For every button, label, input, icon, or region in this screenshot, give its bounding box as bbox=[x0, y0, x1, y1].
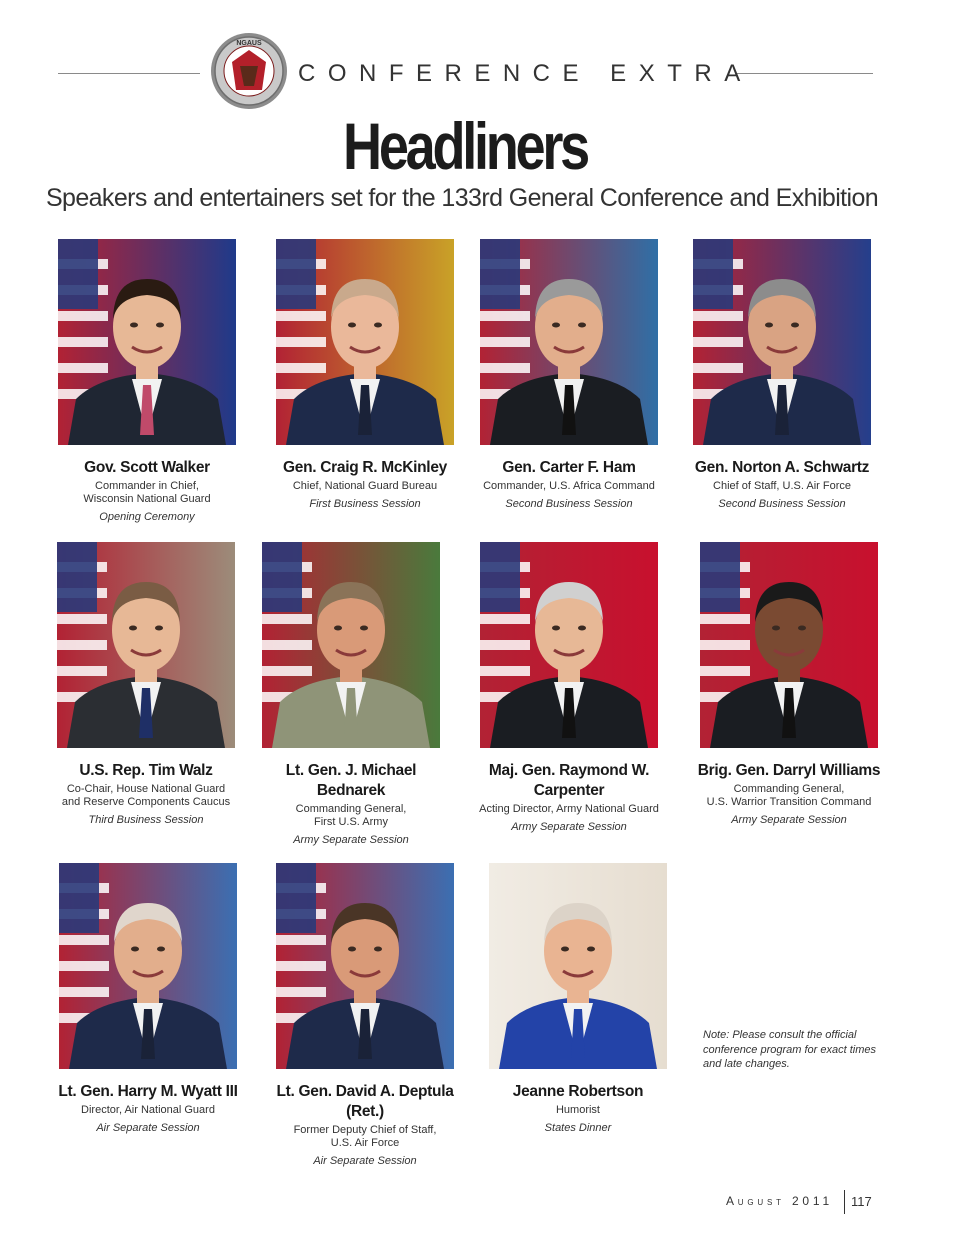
speaker-name: Gen. Craig R. McKinley bbox=[283, 459, 447, 476]
speaker-photo bbox=[57, 542, 235, 748]
speaker-name: Lt. Gen. J. Michael Bednarek bbox=[285, 762, 417, 799]
speaker-photo bbox=[480, 239, 658, 445]
footer-divider bbox=[844, 1190, 845, 1214]
speaker-session: Second Business Session bbox=[505, 498, 633, 510]
speaker-session: Army Separate Session bbox=[293, 834, 409, 846]
speaker-name: Gen. Norton A. Schwartz bbox=[694, 459, 870, 476]
speaker-name: Lt. Gen. Harry M. Wyatt III bbox=[58, 1083, 238, 1100]
portrait-icon bbox=[276, 863, 454, 1069]
speaker-role: Former Deputy Chief of Staff, U.S. Air Force bbox=[293, 1124, 437, 1149]
ngaus-seal-logo bbox=[210, 32, 288, 110]
speaker-role: Co-Chair, House National Guard and Reserve Components Caucus bbox=[61, 783, 231, 808]
speaker-role: Chief, National Guard Bureau bbox=[292, 480, 438, 492]
speaker-role: Commanding General, First U.S. Army bbox=[295, 803, 407, 828]
speaker-photo bbox=[480, 542, 658, 748]
section-kicker: CONFERENCE EXTRA bbox=[298, 60, 753, 87]
portrait-icon bbox=[57, 542, 235, 748]
page-number: 117 bbox=[851, 1194, 872, 1209]
svg-text:NGAUS: NGAUS bbox=[236, 40, 262, 47]
header-rule-left bbox=[58, 73, 200, 74]
speaker-role: Chief of Staff, U.S. Air Force bbox=[713, 480, 851, 492]
speaker-session: Air Separate Session bbox=[313, 1155, 417, 1167]
speaker-role: Director, Air National Guard bbox=[81, 1104, 215, 1116]
speaker-role: Humorist bbox=[555, 1104, 600, 1116]
speaker-name: Gov. Scott Walker bbox=[84, 459, 210, 476]
speaker-photo bbox=[276, 239, 454, 445]
speaker-photo bbox=[276, 863, 454, 1069]
speaker-role: Commander in Chief, Wisconsin National Guard bbox=[83, 480, 211, 505]
speaker-role: Acting Director, Army National Guard bbox=[479, 803, 659, 815]
portrait-icon bbox=[489, 863, 667, 1069]
speaker-role: Commanding General, U.S. Warrior Transition Command bbox=[706, 783, 872, 808]
speaker-photo bbox=[262, 542, 440, 748]
portrait-icon bbox=[59, 863, 237, 1069]
page-title: Headliners bbox=[343, 109, 587, 183]
issue-date: August 2011 bbox=[726, 1194, 833, 1208]
speaker-session: States Dinner bbox=[544, 1122, 612, 1134]
header-rule-right bbox=[737, 73, 873, 74]
page-subtitle: Speakers and entertainers set for the 133rd General Conference and Exhibition bbox=[45, 184, 879, 212]
portrait-icon bbox=[480, 239, 658, 445]
portrait-icon bbox=[58, 239, 236, 445]
speaker-session: Third Business Session bbox=[88, 814, 204, 826]
portrait-icon bbox=[480, 542, 658, 748]
speaker-photo bbox=[489, 863, 667, 1069]
speaker-session: Army Separate Session bbox=[511, 821, 627, 833]
speaker-role: Commander, U.S. Africa Command bbox=[483, 480, 655, 492]
speaker-name: U.S. Rep. Tim Walz bbox=[79, 762, 213, 779]
speaker-photo bbox=[58, 239, 236, 445]
speaker-photo bbox=[59, 863, 237, 1069]
speaker-session: First Business Session bbox=[309, 498, 421, 510]
speaker-name: Gen. Carter F. Ham bbox=[502, 459, 636, 476]
speaker-session: Army Separate Session bbox=[731, 814, 847, 826]
speaker-session: Air Separate Session bbox=[96, 1122, 200, 1134]
speaker-session: Opening Ceremony bbox=[99, 511, 195, 523]
portrait-icon bbox=[700, 542, 878, 748]
portrait-icon bbox=[693, 239, 871, 445]
speaker-name: Brig. Gen. Darryl Williams bbox=[697, 762, 881, 779]
schedule-note: Note: Please consult the official conference program for exact times and late changes. bbox=[703, 1029, 877, 1070]
portrait-icon bbox=[262, 542, 440, 748]
speaker-photo bbox=[693, 239, 871, 445]
speaker-name: Lt. Gen. David A. Deptula (Ret.) bbox=[276, 1083, 454, 1120]
portrait-icon bbox=[276, 239, 454, 445]
speaker-photo bbox=[700, 542, 878, 748]
speaker-name: Jeanne Robertson bbox=[512, 1083, 644, 1100]
speaker-session: Second Business Session bbox=[718, 498, 846, 510]
speaker-name: Maj. Gen. Raymond W. Carpenter bbox=[488, 762, 650, 799]
